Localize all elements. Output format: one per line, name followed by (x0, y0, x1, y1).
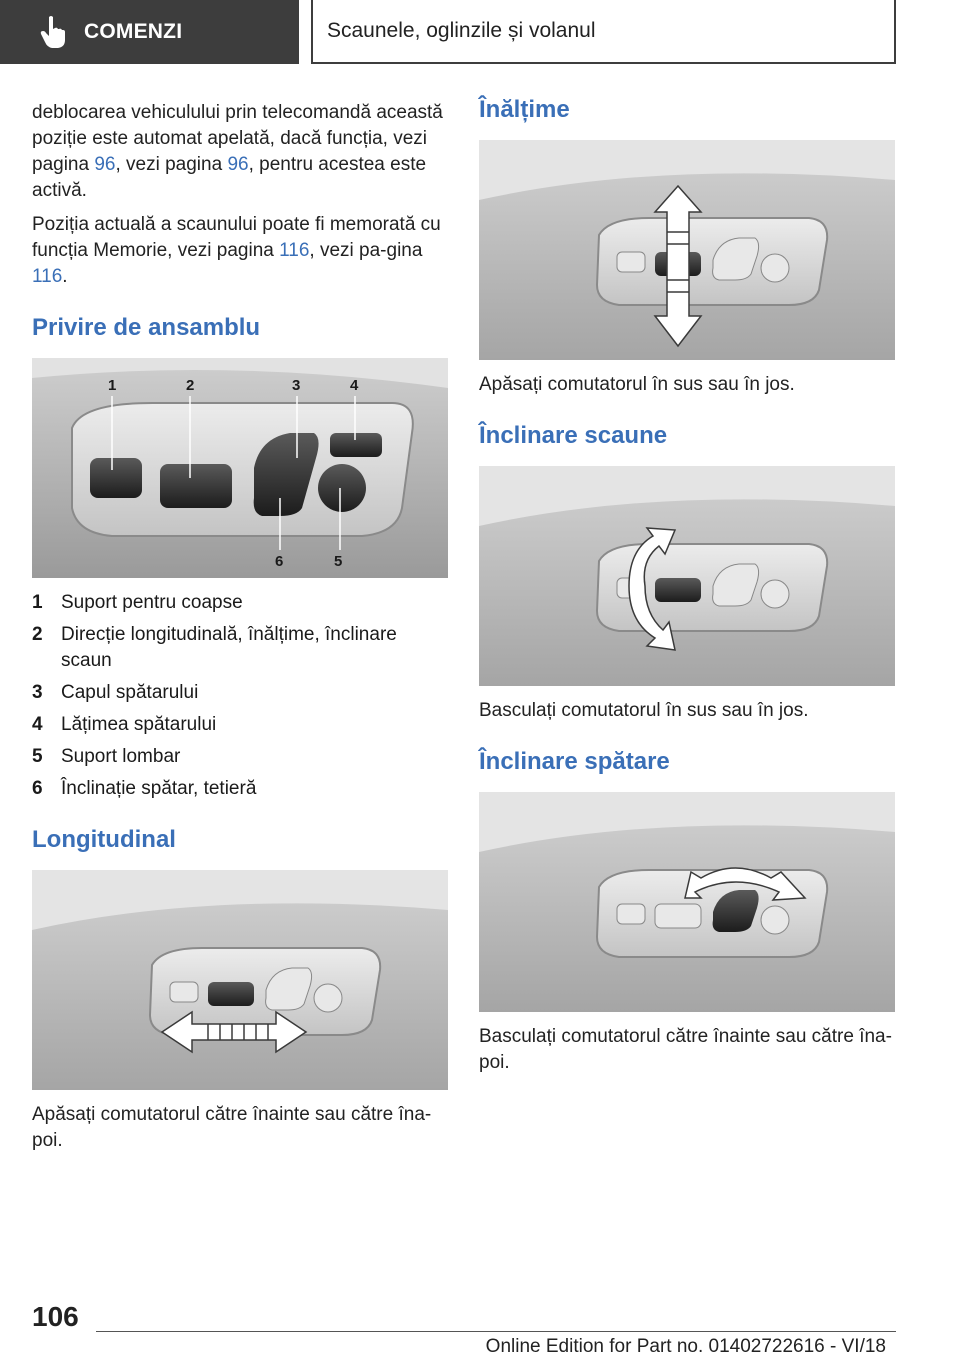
seat-tilt-image (479, 466, 895, 686)
edition-footer: Online Edition for Part no. 01402722616 - VI/18 (485, 1336, 886, 1357)
callout-2: 2 (186, 377, 195, 394)
height-adjust-image (479, 140, 895, 360)
section-tab[interactable] (0, 0, 299, 64)
callout-5: 5 (334, 553, 343, 570)
backrest-tilt-caption: Basculați comutatorul către înainte sau către îna-poi. (479, 1026, 892, 1073)
left-column (32, 100, 448, 1154)
backrest-tilt-image (479, 792, 895, 1012)
legend-item: 1 Suport pentru coapse (32, 592, 243, 613)
page-link[interactable]: 116 (32, 266, 63, 287)
paragraph-remote-unlock: deblocarea vehiculului prin telecomandă această poziție este automat apelată, dacă funcția, vezi pagina 96, vezi pagina 96, pentru acestea este activă. (32, 102, 443, 201)
page-link[interactable]: 116 (279, 240, 310, 261)
heading-backrest-tilt: Înclinare spătare (479, 748, 670, 775)
longitudinal-caption: Apăsați comutatorul către înainte sau către îna-poi. (32, 1104, 432, 1151)
footer-divider (96, 1331, 896, 1332)
callout-4: 4 (350, 377, 359, 394)
hand-pointer-icon (40, 15, 66, 49)
heading-overview: Privire de ansamblu (32, 314, 261, 341)
section-label: COMENZI (84, 20, 183, 43)
legend-item: 3 Capul spătarului (32, 682, 199, 703)
legend-item: 6 Înclinație spătar, tetieră (32, 778, 257, 799)
chapter-header (311, 0, 896, 64)
heading-height: Înălțime (479, 96, 570, 123)
legend-item: 4 Lățimea spătarului (32, 714, 217, 735)
page-link[interactable]: 96 (227, 154, 249, 175)
chapter-title: Scaunele, oglinzile și volanul (327, 19, 596, 42)
callout-3: 3 (292, 377, 301, 394)
paragraph-memory: Poziția actuală a scaunului poate fi memorată cu funcția Memorie, vezi pagina 116, vezi pa-gina 116. (32, 214, 441, 287)
height-caption: Apăsați comutatorul în sus sau în jos. (479, 374, 795, 395)
seat-controls-overview-image (32, 358, 448, 578)
callout-1: 1 (108, 377, 117, 394)
callout-6: 6 (275, 553, 284, 570)
page-number: 106 (32, 1301, 79, 1332)
heading-longitudinal: Longitudinal (32, 826, 176, 853)
seat-tilt-caption: Basculați comutatorul în sus sau în jos. (479, 700, 809, 721)
longitudinal-adjust-image (32, 870, 448, 1090)
legend-list (32, 590, 448, 802)
right-column (479, 96, 895, 1076)
heading-seat-tilt: Înclinare scaune (479, 422, 668, 449)
legend-item: 2 Direcție longitudinală, înălțime, înclinare scaun (32, 624, 397, 671)
page-link[interactable]: 96 (94, 154, 116, 175)
legend-item: 5 Suport lombar (32, 746, 181, 767)
